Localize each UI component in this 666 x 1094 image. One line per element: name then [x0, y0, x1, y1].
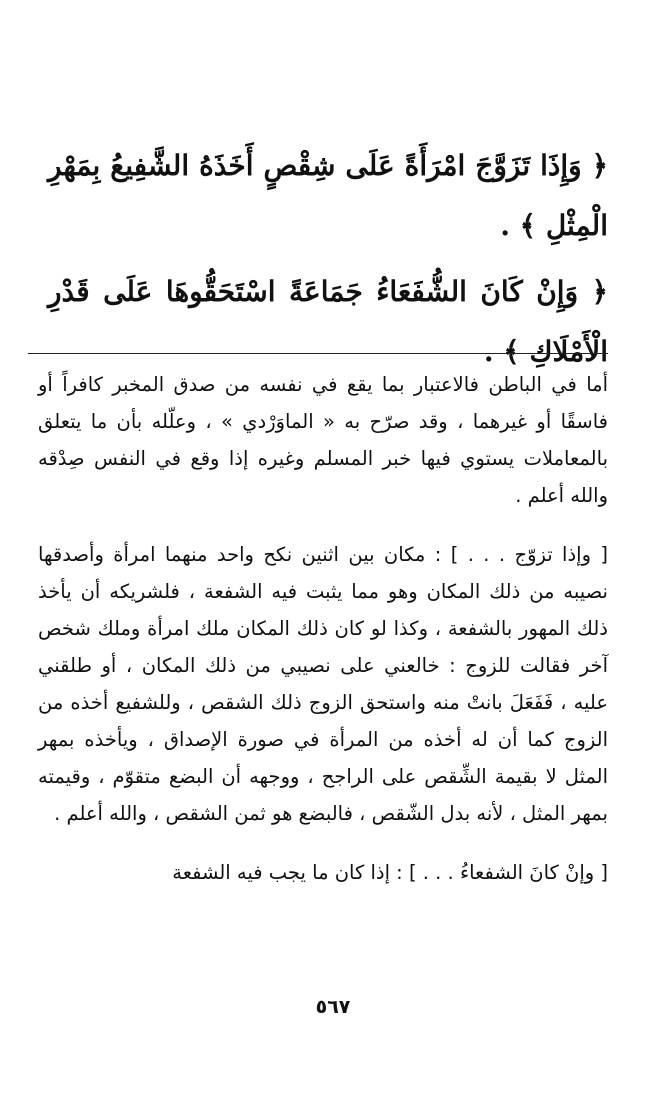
matn-section: [48, 136, 608, 388]
section-divider: [28, 353, 608, 354]
matn-verse-1: ﴿ وَإِذَا تَزَوَّجَ امْرَأَةً عَلَى شِقْصٍ أَخَذَهُ الشَّفِيعُ بِمَهْرِ الْمِثْلِ ﴾ .: [48, 149, 608, 242]
commentary-section: [38, 366, 608, 891]
commentary-paragraph-3: [ وإنْ كانَ الشفعاءُ . . . ] : إذا كان ما يجب فيه الشفعة: [172, 861, 608, 884]
page-number: ٥٦٧: [315, 996, 351, 1018]
matn-verse-2: ﴿ وَإِنْ كَانَ الشُّفَعَاءُ جَمَاعَةً اسْتَحَقُّوهَا عَلَى قَدْرِ الْأَمْلَاكِ ﴾ .: [48, 275, 608, 368]
commentary-paragraph-1: أما في الباطن فالاعتبار بما يقع في نفسه من صدق المخبر كافراً أو فاسقًا أو غيرهما ، وقد صرّح به « الماوَرْدي » ، وعلّله بأن ما يتعلق بالمعاملات يستوي فيها خبر المسلم وغيره إذا وقع في النفس صِدْقه والله أعلم .: [38, 373, 608, 507]
commentary-paragraph-2: [ وإذا تزوّج . . . ] : مكان بين اثنين نكح واحد منهما امرأة وأصدقها نصيبه من ذلك المكان وهو مما يثبت فيه الشفعة ، فلشريكه أن يأخذ ذلك المهور بالشفعة ، وكذا لو كان ذلك المكان ملك امرأة وملك شخص آخر فقالت للزوج : خالعني على نصيبي من ذلك المكان ، أو طلقني عليه ، فَفَعَلَ بانتْ منه واستحق الزوج ذلك الشقص ، وللشفيع أخذه من الزوج كما أن له أخذه من المرأة في صورة الإصداق ، ويأخذه بمهر المثل لا بقيمة الشِّقص على الراجح ، ووجهه أن البضع متقوّم ، وقيمته بمهر المثل ، لأنه بدل الشّقص ، فالبضع هو ثمن الشقص ، والله أعلم .: [38, 543, 608, 825]
